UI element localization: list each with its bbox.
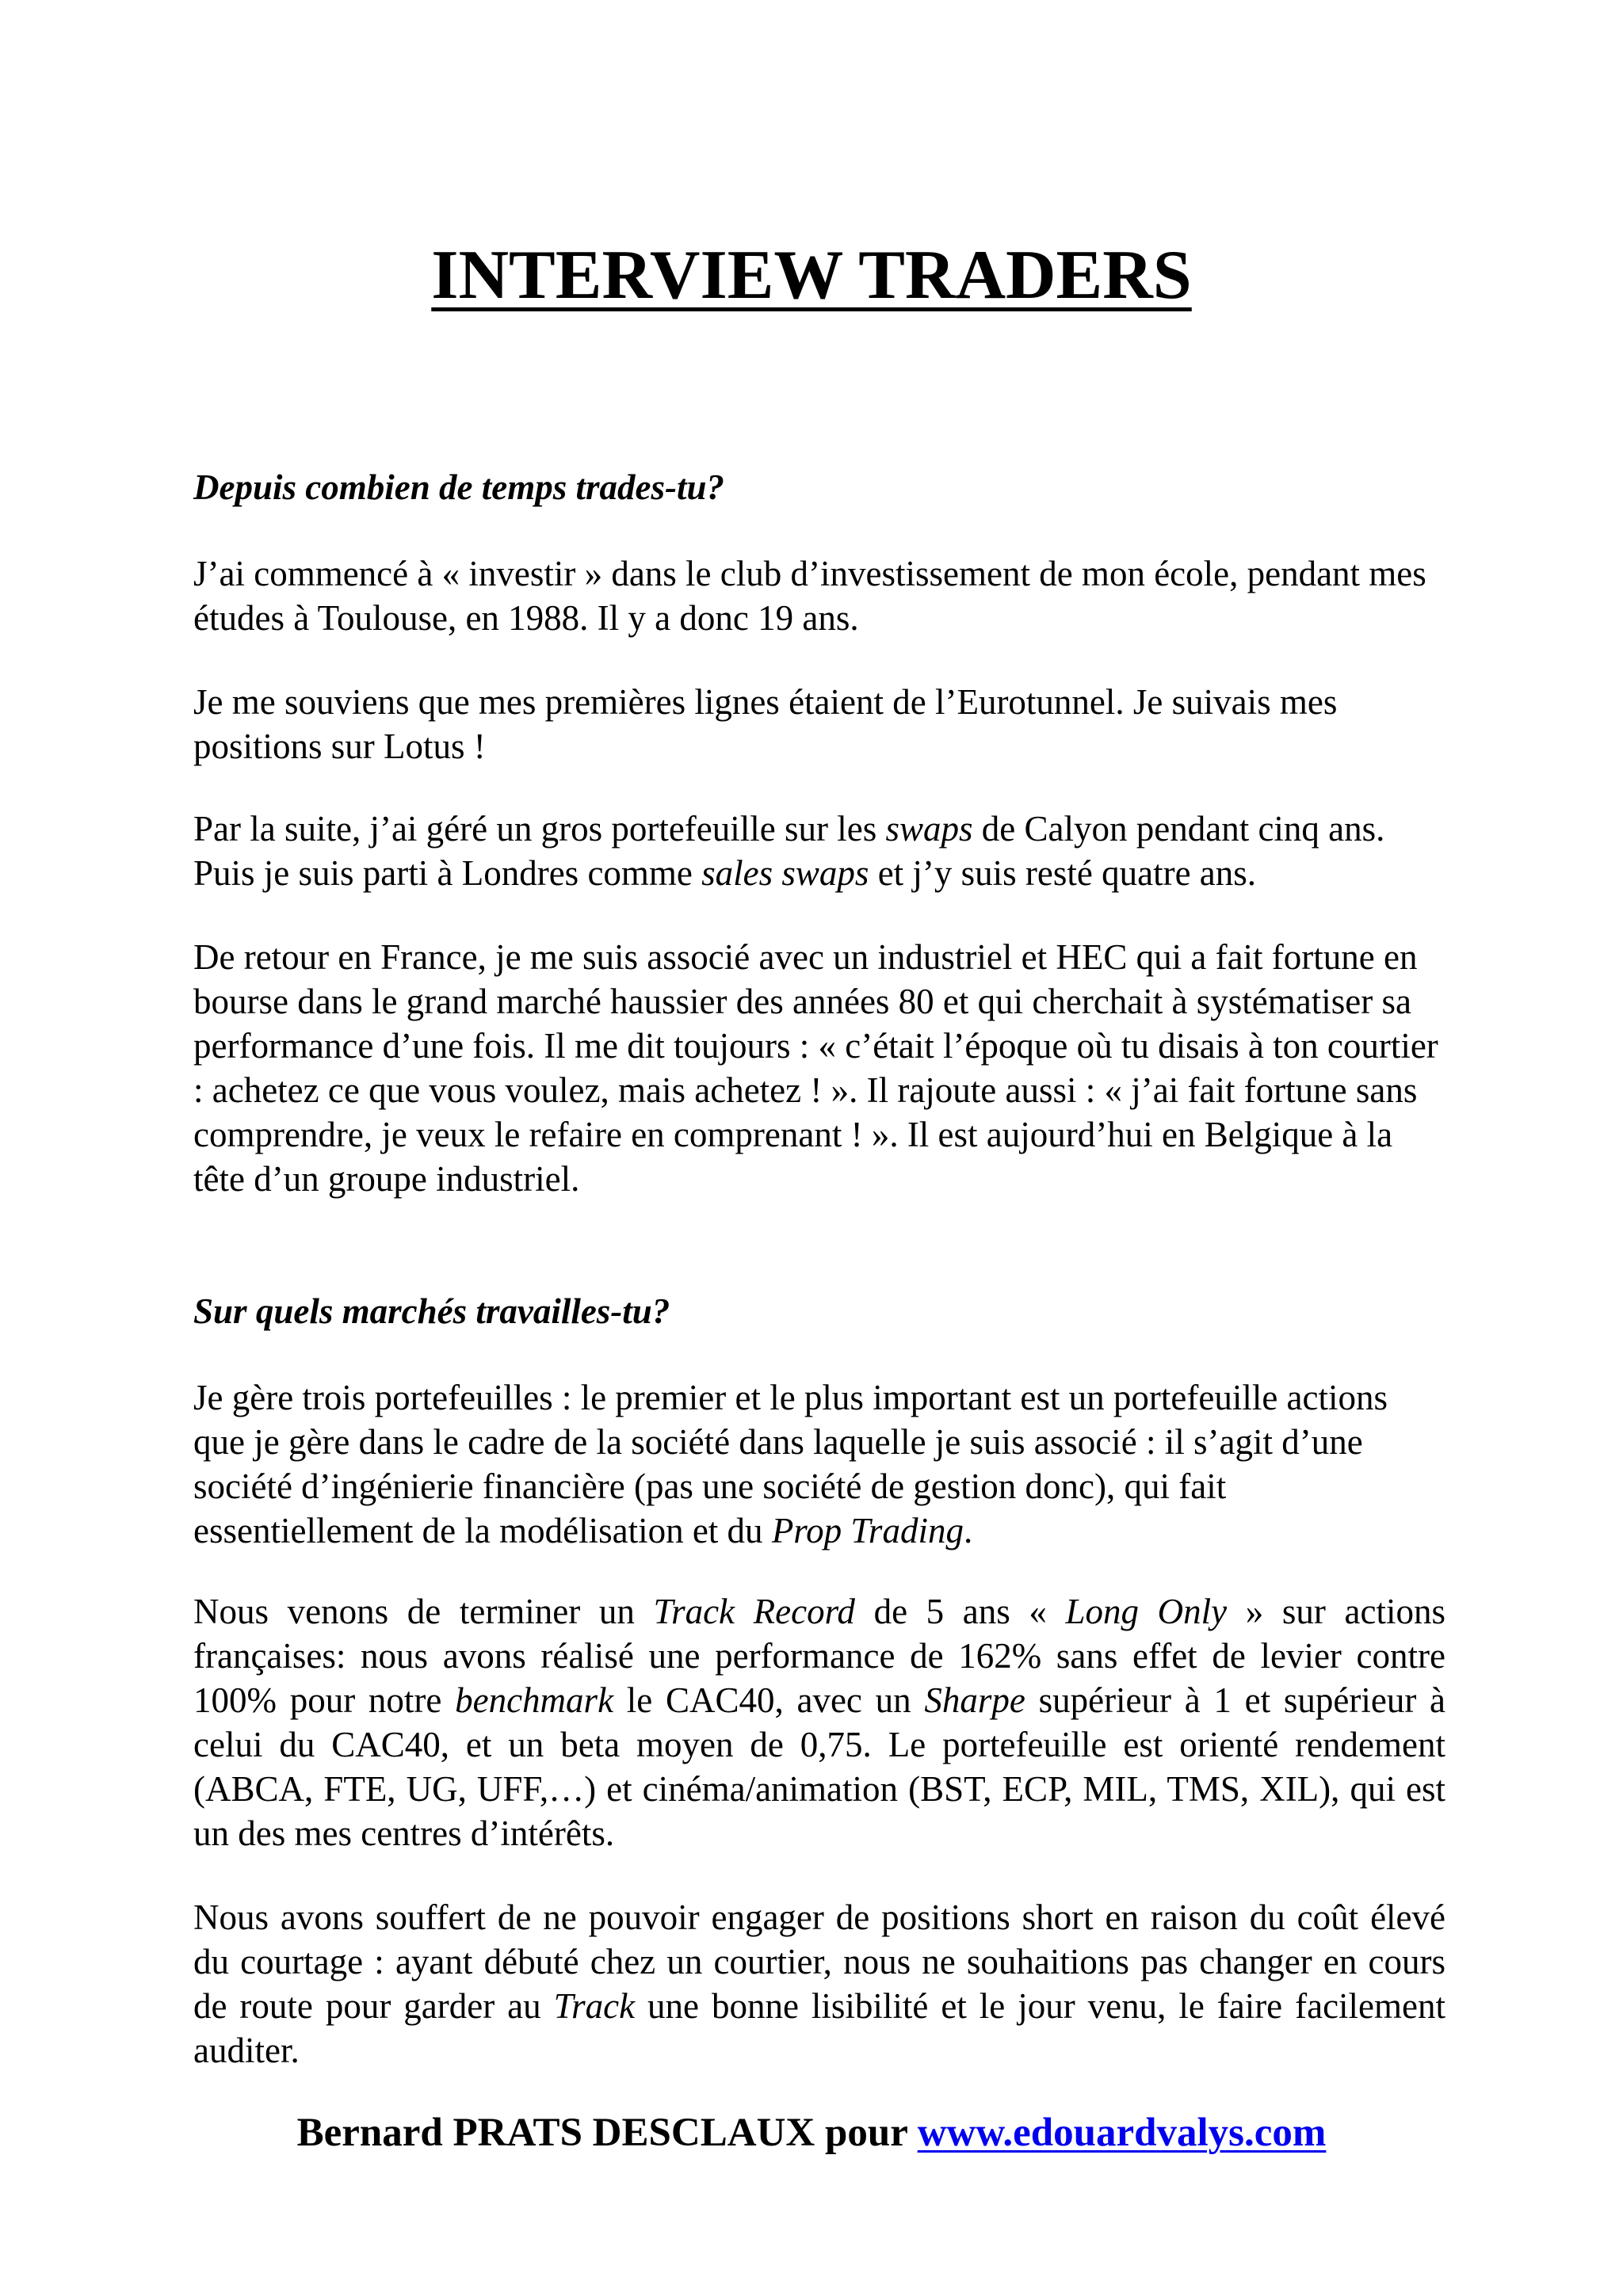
italic-term-prop-trading: Prop Trading	[771, 1511, 964, 1550]
italic-term-benchmark: benchmark	[455, 1680, 614, 1720]
text-run: supérieur à 1 et supérieur à celui du CAC40, et un beta moyen de 0,75. Le portefeuille est orienté rendement (ABCA, FTE, UG, UFF,…) et cinéma/animation (BST, ECP, MIL, TMS, XIL), qui est un des mes centres d’intérêts.	[193, 1680, 1445, 1853]
question-heading-1: Depuis combien de temps trades-tu?	[193, 467, 724, 507]
italic-term-long-only: Long Only	[1065, 1592, 1228, 1631]
paragraph-1-4: De retour en France, je me suis associé avec un industriel et HEC qui a fait fortune en bourse dans le grand marché haussier des années 80 et qui cherchait à systématiser sa performance d’une fois. Il me dit toujours : « c’était l’époque où tu disais à ton courtier : achetez ce que vous voulez, mais achetez ! ». Il rajoute aussi : « j’ai fait fortune sans comprendre, je veux le refaire en comprenant ! ». Il est aujourd’hui en Belgique à la tête d’un groupe industriel.	[193, 937, 1438, 1199]
text-run: Nous venons de terminer un	[193, 1592, 654, 1631]
page-title: INTERVIEW TRADERS	[431, 237, 1192, 314]
text-run: de Calyon pendant cinq ans. Puis je suis parti à Londres comme	[193, 809, 1385, 893]
italic-term-sharpe: Sharpe	[924, 1680, 1025, 1720]
text-run: le CAC40, avec un	[613, 1680, 925, 1720]
footer-credit	[0, 2109, 1623, 2157]
text-run: Nous avons souffert de ne pouvoir engager de positions short en raison du coût élevé du courtage : ayant débuté chez un courtier, nous ne souhaitions pas changer en cours de route pour garder au	[193, 1897, 1445, 2026]
footer-author: Bernard PRATS DESCLAUX pour	[296, 2111, 918, 2155]
question-heading-2: Sur quels marchés travailles-tu?	[193, 1291, 670, 1331]
italic-term-track-record: Track Record	[653, 1592, 855, 1631]
paragraph-2-2	[193, 1589, 1445, 1855]
paragraph-1-1: J’ai commencé à « investir » dans le club d’investissement de mon école, pendant mes études à Toulouse, en 1988. Il y a donc 19 ans.	[193, 554, 1426, 638]
text-run: » sur actions françaises: nous avons réalisé une performance de 162% sans effet de levier contre 100% pour notre	[193, 1592, 1445, 1720]
paragraph-2-1	[193, 1375, 1445, 1553]
text-run: Par la suite, j’ai géré un gros portefeuille sur les	[193, 809, 886, 849]
paragraph-1-2: Je me souviens que mes premières lignes étaient de l’Eurotunnel. Je suivais mes positions sur Lotus !	[193, 682, 1338, 766]
paragraph-2-3	[193, 1895, 1445, 2073]
text-run: de 5 ans «	[854, 1592, 1066, 1631]
text-run: .	[963, 1511, 973, 1550]
footer-website-link[interactable]: www.edouardvalys.com	[917, 2111, 1327, 2155]
italic-term-sales-swaps: sales swaps	[701, 853, 869, 893]
text-run: Je gère trois portefeuilles : le premier et le plus important est un portefeuille actions que je gère dans le cadre de la société dans laquelle je suis associé : il s’agit d’une société d’ingénierie financière (pas une société de gestion donc), qui fait essentiellement de la modélisation et du	[193, 1378, 1388, 1550]
italic-term-track: Track	[553, 1986, 636, 2026]
italic-term-swaps: swaps	[885, 809, 973, 849]
text-run: et j’y suis resté quatre ans.	[869, 853, 1257, 893]
paragraph-1-3	[193, 807, 1445, 895]
text-run: une bonne lisibilité et le jour venu, le faire facilement auditer.	[193, 1986, 1445, 2070]
